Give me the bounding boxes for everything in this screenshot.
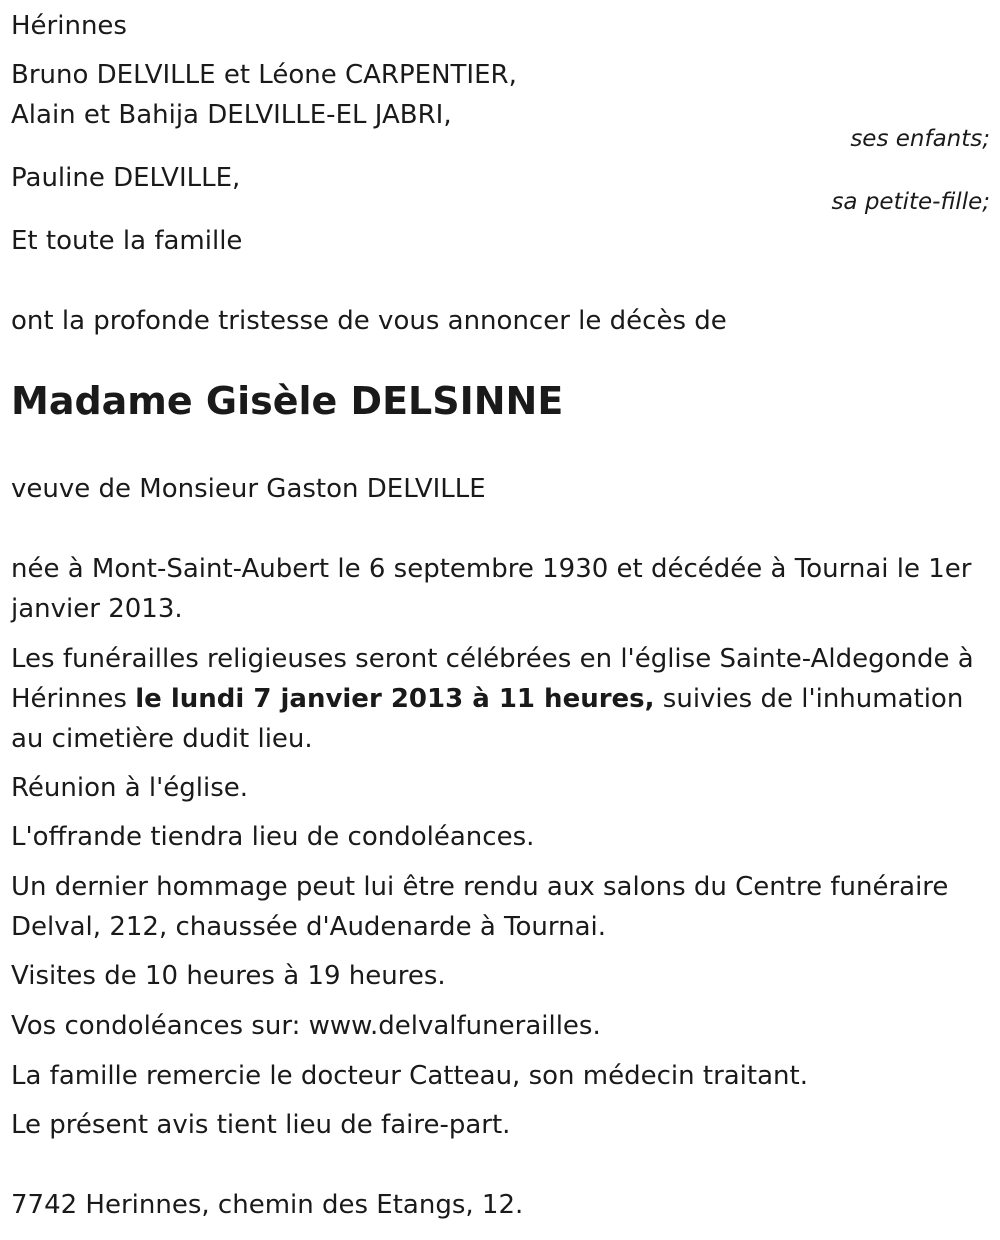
- funeral-paragraph: [11, 639, 991, 759]
- offering-note: L'offrande tiendra lieu de condoléances.: [11, 822, 535, 852]
- notice-statement: Le présent avis tient lieu de faire-part.: [11, 1110, 511, 1140]
- funeral-text-after: suivies de l'inhumation au cimetière dudit lieu.: [11, 684, 964, 754]
- place-heading: Hérinnes: [11, 11, 127, 41]
- granddaughter-name: Pauline DELVILLE,: [11, 163, 241, 193]
- deceased-name: Madame Gisèle DELSINNE: [11, 379, 564, 423]
- tribute-paragraph: Un dernier hommage peut lui être rendu aux salons du Centre funéraire Delval, 212, chaussée d'Audenarde à Tournai.: [11, 872, 949, 942]
- condolences-website: Vos condoléances sur: www.delvalfunerailles.: [11, 1011, 601, 1041]
- announcement-intro: ont la profonde tristesse de vous annoncer le décès de: [11, 306, 727, 336]
- funeral-date: le lundi 7 janvier 2013 à 11 heures,: [135, 684, 655, 714]
- children-line-1: Bruno DELVILLE et Léone CARPENTIER,: [11, 60, 517, 90]
- birth-death-dates: née à Mont-Saint-Aubert le 6 septembre 1930 et décédée à Tournai le 1er janvier 2013.: [11, 554, 972, 624]
- family-thanks: La famille remercie le docteur Catteau, son médecin traitant.: [11, 1061, 808, 1091]
- children-line-2: Alain et Bahija DELVILLE-EL JABRI,: [11, 100, 452, 130]
- visiting-hours: Visites de 10 heures à 19 heures.: [11, 961, 446, 991]
- children-role: ses enfants;: [850, 126, 990, 152]
- widow-of: veuve de Monsieur Gaston DELVILLE: [11, 474, 486, 504]
- granddaughter-role: sa petite-fille;: [831, 189, 990, 215]
- church-meeting: Réunion à l'église.: [11, 773, 249, 803]
- funeral-text-before: Les funérailles religieuses seront célébrées en l'église Sainte-Aldegonde à Hérinnes: [11, 644, 974, 714]
- whole-family: Et toute la famille: [11, 226, 243, 256]
- family-address: 7742 Herinnes, chemin des Etangs, 12.: [11, 1190, 524, 1220]
